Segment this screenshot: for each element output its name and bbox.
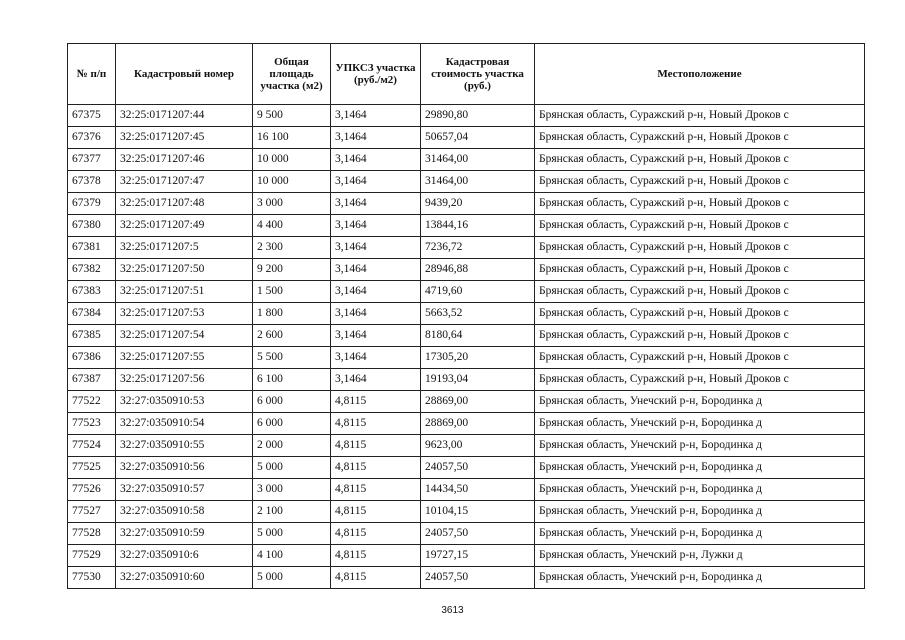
cell-location: Брянская область, Суражский р-н, Новый Дроков с [535, 127, 865, 149]
cell-area: 2 600 [253, 325, 331, 347]
cell-area: 5 500 [253, 347, 331, 369]
cell-specific-value: 4,8115 [331, 567, 421, 589]
cell-area: 6 000 [253, 413, 331, 435]
cell-area: 6 000 [253, 391, 331, 413]
cadastral-value-table [67, 43, 865, 589]
cell-location: Брянская область, Унечский р-н, Бородинка д [535, 457, 865, 479]
cell-row-number: 67376 [68, 127, 116, 149]
cell-cadastral-value: 24057,50 [421, 523, 535, 545]
table-row [68, 105, 865, 127]
cell-row-number: 67379 [68, 193, 116, 215]
cell-cadastral-value: 19193,04 [421, 369, 535, 391]
cell-cadastral-number: 32:25:0171207:56 [116, 369, 253, 391]
cell-area: 4 100 [253, 545, 331, 567]
cell-area: 9 200 [253, 259, 331, 281]
header-row-number: № п/п [68, 44, 116, 105]
cell-cadastral-value: 10104,15 [421, 501, 535, 523]
cell-cadastral-number: 32:25:0171207:44 [116, 105, 253, 127]
table-row [68, 435, 865, 457]
table-row [68, 127, 865, 149]
table-row [68, 457, 865, 479]
cell-area: 6 100 [253, 369, 331, 391]
table-row [68, 149, 865, 171]
cell-area: 5 000 [253, 523, 331, 545]
cell-location: Брянская область, Унечский р-н, Лужки д [535, 545, 865, 567]
cell-location: Брянская область, Суражский р-н, Новый Дроков с [535, 215, 865, 237]
cell-cadastral-value: 31464,00 [421, 171, 535, 193]
cell-cadastral-value: 29890,80 [421, 105, 535, 127]
table-row [68, 523, 865, 545]
table-row [68, 347, 865, 369]
cell-location: Брянская область, Унечский р-н, Бородинка д [535, 391, 865, 413]
cell-cadastral-number: 32:27:0350910:57 [116, 479, 253, 501]
cell-location: Брянская область, Суражский р-н, Новый Дроков с [535, 193, 865, 215]
cell-cadastral-number: 32:27:0350910:56 [116, 457, 253, 479]
cell-location: Брянская область, Суражский р-н, Новый Дроков с [535, 237, 865, 259]
cell-specific-value: 4,8115 [331, 545, 421, 567]
cell-cadastral-number: 32:27:0350910:58 [116, 501, 253, 523]
cell-cadastral-value: 24057,50 [421, 457, 535, 479]
cell-area: 16 100 [253, 127, 331, 149]
cell-location: Брянская область, Унечский р-н, Бородинка д [535, 435, 865, 457]
cell-cadastral-number: 32:25:0171207:49 [116, 215, 253, 237]
cell-cadastral-number: 32:27:0350910:54 [116, 413, 253, 435]
table-row [68, 391, 865, 413]
cell-specific-value: 4,8115 [331, 391, 421, 413]
cell-specific-value: 4,8115 [331, 479, 421, 501]
table-row [68, 237, 865, 259]
cell-area: 1 800 [253, 303, 331, 325]
table-body [68, 105, 865, 589]
cell-area: 2 300 [253, 237, 331, 259]
cell-row-number: 77530 [68, 567, 116, 589]
cell-area: 3 000 [253, 193, 331, 215]
cell-specific-value: 3,1464 [331, 127, 421, 149]
cell-specific-value: 3,1464 [331, 259, 421, 281]
cell-specific-value: 3,1464 [331, 281, 421, 303]
table-row [68, 171, 865, 193]
cell-specific-value: 3,1464 [331, 105, 421, 127]
cell-cadastral-value: 4719,60 [421, 281, 535, 303]
cell-cadastral-value: 24057,50 [421, 567, 535, 589]
cell-cadastral-value: 9623,00 [421, 435, 535, 457]
cell-location: Брянская область, Суражский р-н, Новый Дроков с [535, 149, 865, 171]
cell-cadastral-number: 32:25:0171207:46 [116, 149, 253, 171]
header-cadastral-value: Кадастровая стоимость участка (руб.) [421, 44, 535, 105]
cell-cadastral-number: 32:25:0171207:54 [116, 325, 253, 347]
cell-row-number: 67380 [68, 215, 116, 237]
cell-cadastral-value: 19727,15 [421, 545, 535, 567]
cell-location: Брянская область, Суражский р-н, Новый Дроков с [535, 369, 865, 391]
table-row [68, 193, 865, 215]
cell-specific-value: 4,8115 [331, 413, 421, 435]
cell-row-number: 77522 [68, 391, 116, 413]
cell-location: Брянская область, Унечский р-н, Бородинка д [535, 479, 865, 501]
cell-area: 1 500 [253, 281, 331, 303]
cell-cadastral-value: 5663,52 [421, 303, 535, 325]
cell-location: Брянская область, Суражский р-н, Новый Дроков с [535, 281, 865, 303]
table-row [68, 479, 865, 501]
cell-cadastral-value: 17305,20 [421, 347, 535, 369]
header-location: Местоположение [535, 44, 865, 105]
table-row [68, 545, 865, 567]
cell-area: 5 000 [253, 567, 331, 589]
cell-cadastral-value: 8180,64 [421, 325, 535, 347]
cell-location: Брянская область, Суражский р-н, Новый Дроков с [535, 347, 865, 369]
cell-specific-value: 3,1464 [331, 347, 421, 369]
cell-specific-value: 3,1464 [331, 325, 421, 347]
cell-cadastral-value: 31464,00 [421, 149, 535, 171]
cell-row-number: 77526 [68, 479, 116, 501]
cell-cadastral-number: 32:25:0171207:48 [116, 193, 253, 215]
cell-location: Брянская область, Унечский р-н, Бородинка д [535, 413, 865, 435]
cell-row-number: 67383 [68, 281, 116, 303]
cell-area: 9 500 [253, 105, 331, 127]
cell-cadastral-value: 9439,20 [421, 193, 535, 215]
cell-row-number: 77524 [68, 435, 116, 457]
cell-specific-value: 4,8115 [331, 457, 421, 479]
cell-cadastral-number: 32:25:0171207:51 [116, 281, 253, 303]
cell-specific-value: 3,1464 [331, 237, 421, 259]
cell-cadastral-value: 28946,88 [421, 259, 535, 281]
cell-specific-value: 4,8115 [331, 435, 421, 457]
cell-row-number: 77529 [68, 545, 116, 567]
cell-area: 2 100 [253, 501, 331, 523]
cell-area: 5 000 [253, 457, 331, 479]
cell-specific-value: 4,8115 [331, 523, 421, 545]
table-row [68, 567, 865, 589]
cell-cadastral-value: 50657,04 [421, 127, 535, 149]
cell-cadastral-number: 32:25:0171207:53 [116, 303, 253, 325]
cell-area: 10 000 [253, 171, 331, 193]
cell-row-number: 67382 [68, 259, 116, 281]
table-row [68, 413, 865, 435]
cell-cadastral-number: 32:27:0350910:53 [116, 391, 253, 413]
table-row [68, 215, 865, 237]
cell-specific-value: 3,1464 [331, 171, 421, 193]
cell-cadastral-number: 32:25:0171207:50 [116, 259, 253, 281]
cell-cadastral-value: 28869,00 [421, 413, 535, 435]
table-row [68, 325, 865, 347]
cell-cadastral-number: 32:27:0350910:55 [116, 435, 253, 457]
cell-row-number: 67377 [68, 149, 116, 171]
cell-area: 4 400 [253, 215, 331, 237]
page-number: 3613 [441, 605, 464, 616]
cell-row-number: 67381 [68, 237, 116, 259]
cell-cadastral-number: 32:25:0171207:47 [116, 171, 253, 193]
cell-specific-value: 4,8115 [331, 501, 421, 523]
header-area: Общая площадь участка (м2) [253, 44, 331, 105]
cell-row-number: 77525 [68, 457, 116, 479]
cell-row-number: 67378 [68, 171, 116, 193]
cell-area: 10 000 [253, 149, 331, 171]
cell-cadastral-number: 32:27:0350910:6 [116, 545, 253, 567]
cell-area: 2 000 [253, 435, 331, 457]
cell-location: Брянская область, Унечский р-н, Бородинка д [535, 501, 865, 523]
cell-specific-value: 3,1464 [331, 369, 421, 391]
cell-row-number: 67386 [68, 347, 116, 369]
cell-specific-value: 3,1464 [331, 215, 421, 237]
cell-cadastral-number: 32:27:0350910:60 [116, 567, 253, 589]
cell-row-number: 77523 [68, 413, 116, 435]
cell-location: Брянская область, Унечский р-н, Бородинка д [535, 567, 865, 589]
cell-cadastral-number: 32:27:0350910:59 [116, 523, 253, 545]
cell-row-number: 67385 [68, 325, 116, 347]
cell-specific-value: 3,1464 [331, 193, 421, 215]
table-row [68, 369, 865, 391]
cell-specific-value: 3,1464 [331, 149, 421, 171]
table-row [68, 259, 865, 281]
cell-cadastral-value: 13844,16 [421, 215, 535, 237]
cadastral-value-table-container [67, 43, 864, 589]
cell-location: Брянская область, Суражский р-н, Новый Дроков с [535, 303, 865, 325]
cell-area: 3 000 [253, 479, 331, 501]
cell-row-number: 77528 [68, 523, 116, 545]
cell-cadastral-value: 7236,72 [421, 237, 535, 259]
cell-row-number: 77527 [68, 501, 116, 523]
cell-cadastral-value: 28869,00 [421, 391, 535, 413]
header-specific-value: УПКСЗ участка (руб./м2) [331, 44, 421, 105]
cell-location: Брянская область, Суражский р-н, Новый Дроков с [535, 105, 865, 127]
cell-row-number: 67387 [68, 369, 116, 391]
table-row [68, 303, 865, 325]
cell-cadastral-number: 32:25:0171207:5 [116, 237, 253, 259]
table-row [68, 501, 865, 523]
cell-cadastral-number: 32:25:0171207:55 [116, 347, 253, 369]
cell-specific-value: 3,1464 [331, 303, 421, 325]
cell-location: Брянская область, Унечский р-н, Бородинка д [535, 523, 865, 545]
cell-location: Брянская область, Суражский р-н, Новый Дроков с [535, 259, 865, 281]
cell-location: Брянская область, Суражский р-н, Новый Дроков с [535, 325, 865, 347]
cell-cadastral-number: 32:25:0171207:45 [116, 127, 253, 149]
cell-location: Брянская область, Суражский р-н, Новый Дроков с [535, 171, 865, 193]
cell-cadastral-value: 14434,50 [421, 479, 535, 501]
cell-row-number: 67384 [68, 303, 116, 325]
cell-row-number: 67375 [68, 105, 116, 127]
table-header-row [68, 44, 865, 105]
table-row [68, 281, 865, 303]
header-cadastral-number: Кадастровый номер [116, 44, 253, 105]
